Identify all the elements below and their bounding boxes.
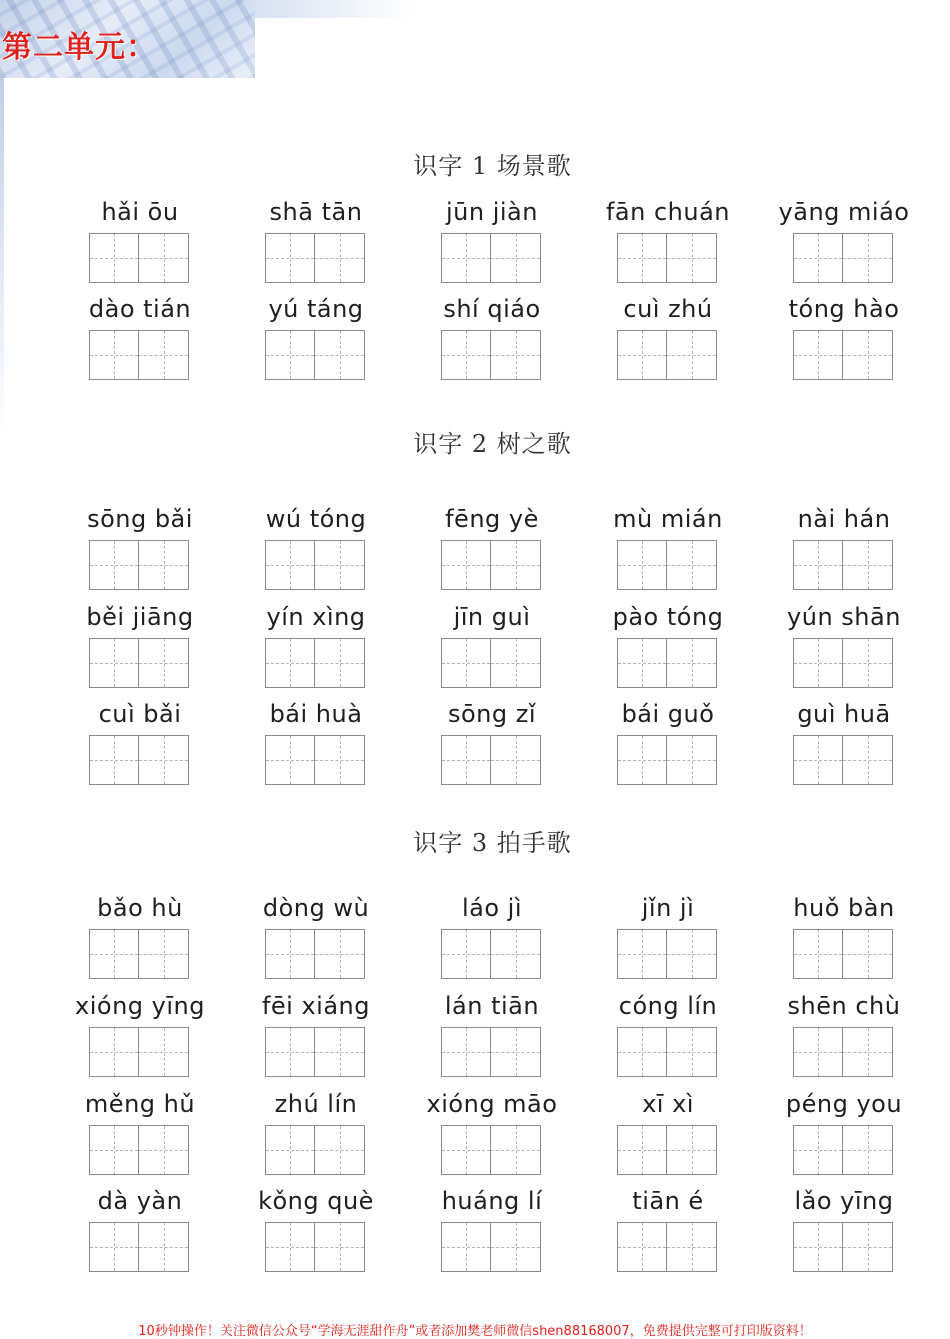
- writing-grid: [617, 735, 717, 785]
- tianzige-cell[interactable]: [667, 638, 717, 688]
- writing-grid: [793, 638, 893, 688]
- writing-grid: [617, 1125, 717, 1175]
- pinyin-label: dà yàn: [97, 1187, 183, 1215]
- tianzige-cell[interactable]: [315, 540, 365, 590]
- writing-grid: [793, 929, 893, 979]
- word-item: [580, 295, 756, 385]
- tianzige-cell[interactable]: [793, 233, 843, 283]
- writing-grid: [89, 1125, 189, 1175]
- word-item: [404, 1090, 580, 1180]
- footer-notice: 10秒钟操作！关注微信公众号“学海无涯甜作舟”或者添加樊老师微信shen88168007，免费提供完整可打印版资料！: [138, 1324, 812, 1339]
- pinyin-label: yú táng: [268, 295, 364, 323]
- tianzige-cell[interactable]: [491, 233, 541, 283]
- pinyin-label: tiān é: [632, 1187, 704, 1215]
- tianzige-cell[interactable]: [667, 540, 717, 590]
- word-item: [228, 992, 404, 1082]
- word-item: [404, 603, 580, 693]
- word-item: [228, 1090, 404, 1180]
- word-item: [52, 1187, 228, 1277]
- tianzige-cell[interactable]: [89, 233, 139, 283]
- word-row: [52, 1090, 932, 1180]
- tianzige-cell[interactable]: [265, 1027, 315, 1077]
- tianzige-cell[interactable]: [441, 1027, 491, 1077]
- word-item: [404, 894, 580, 984]
- pinyin-label: xióng māo: [426, 1090, 558, 1118]
- tianzige-cell[interactable]: [89, 1027, 139, 1077]
- writing-grid: [89, 735, 189, 785]
- writing-grid: [441, 638, 541, 688]
- tianzige-cell[interactable]: [265, 929, 315, 979]
- pinyin-label: wú tóng: [265, 505, 367, 533]
- pinyin-label: jǐn jì: [641, 894, 695, 922]
- tianzige-cell[interactable]: [139, 1222, 189, 1272]
- tianzige-cell[interactable]: [89, 929, 139, 979]
- word-item: [228, 505, 404, 595]
- tianzige-cell[interactable]: [617, 1027, 667, 1077]
- word-item: [52, 505, 228, 595]
- tianzige-cell[interactable]: [793, 540, 843, 590]
- tianzige-cell[interactable]: [793, 638, 843, 688]
- word-item: [580, 198, 756, 288]
- tianzige-cell[interactable]: [265, 233, 315, 283]
- tianzige-cell[interactable]: [441, 540, 491, 590]
- tianzige-cell[interactable]: [315, 735, 365, 785]
- writing-grid: [265, 638, 365, 688]
- tianzige-cell[interactable]: [139, 233, 189, 283]
- writing-grid: [441, 330, 541, 380]
- word-item: [404, 700, 580, 790]
- word-item: [52, 603, 228, 693]
- tianzige-cell[interactable]: [843, 1125, 893, 1175]
- pinyin-label: mù mián: [613, 505, 723, 533]
- pinyin-label: hǎi ōu: [101, 198, 179, 226]
- tianzige-cell[interactable]: [491, 330, 541, 380]
- tianzige-cell[interactable]: [617, 1222, 667, 1272]
- section-title: 识字 3 拍手歌: [413, 829, 572, 857]
- tianzige-cell[interactable]: [265, 540, 315, 590]
- pinyin-label: cóng lín: [618, 992, 718, 1020]
- tianzige-cell[interactable]: [89, 540, 139, 590]
- word-item: [580, 992, 756, 1082]
- writing-grid: [441, 929, 541, 979]
- tianzige-cell[interactable]: [793, 1222, 843, 1272]
- word-item: [756, 603, 932, 693]
- tianzige-cell[interactable]: [843, 540, 893, 590]
- tianzige-cell[interactable]: [843, 735, 893, 785]
- tianzige-cell[interactable]: [843, 1222, 893, 1272]
- pinyin-label: yín xìng: [266, 603, 366, 631]
- tianzige-cell[interactable]: [139, 1027, 189, 1077]
- tianzige-cell[interactable]: [139, 1125, 189, 1175]
- word-item: [228, 1187, 404, 1277]
- writing-grid: [89, 929, 189, 979]
- writing-grid: [617, 233, 717, 283]
- tianzige-cell[interactable]: [315, 929, 365, 979]
- writing-grid: [617, 929, 717, 979]
- pinyin-label: bái guǒ: [621, 700, 715, 728]
- word-row: [52, 700, 932, 790]
- word-item: [580, 1090, 756, 1180]
- tianzige-cell[interactable]: [793, 735, 843, 785]
- writing-grid: [89, 638, 189, 688]
- writing-grid: [265, 330, 365, 380]
- writing-grid: [617, 540, 717, 590]
- word-item: [404, 1187, 580, 1277]
- tianzige-cell[interactable]: [667, 330, 717, 380]
- word-item: [580, 700, 756, 790]
- tianzige-cell[interactable]: [843, 929, 893, 979]
- tianzige-cell[interactable]: [89, 735, 139, 785]
- tianzige-cell[interactable]: [315, 1125, 365, 1175]
- pinyin-label: pào tóng: [612, 603, 724, 631]
- pinyin-label: fēng yè: [445, 505, 539, 533]
- word-item: [756, 894, 932, 984]
- pinyin-label: lán tiān: [444, 992, 540, 1020]
- writing-grid: [265, 929, 365, 979]
- writing-grid: [793, 330, 893, 380]
- tianzige-cell[interactable]: [843, 233, 893, 283]
- writing-grid: [265, 1125, 365, 1175]
- tianzige-cell[interactable]: [843, 330, 893, 380]
- writing-grid: [265, 233, 365, 283]
- pinyin-label: péng you: [785, 1090, 903, 1118]
- tianzige-cell[interactable]: [265, 638, 315, 688]
- pinyin-label: shí qiáo: [443, 295, 541, 323]
- tianzige-cell[interactable]: [491, 638, 541, 688]
- writing-grid: [793, 540, 893, 590]
- word-row: [52, 198, 932, 288]
- writing-grid: [793, 735, 893, 785]
- tianzige-cell[interactable]: [315, 233, 365, 283]
- pinyin-label: běi jiāng: [86, 603, 194, 631]
- tianzige-cell[interactable]: [265, 735, 315, 785]
- writing-grid: [441, 540, 541, 590]
- word-item: [756, 1090, 932, 1180]
- tianzige-cell[interactable]: [793, 1027, 843, 1077]
- word-item: [756, 992, 932, 1082]
- pinyin-label: fān chuán: [605, 198, 731, 226]
- pinyin-label: xī xì: [642, 1090, 694, 1118]
- word-item: [228, 603, 404, 693]
- pinyin-label: bǎo hù: [97, 894, 183, 922]
- word-item: [404, 505, 580, 595]
- pinyin-label: fēi xiáng: [261, 992, 371, 1020]
- writing-grid: [89, 1222, 189, 1272]
- word-item: [756, 700, 932, 790]
- section-title: 识字 1 场景歌: [413, 152, 572, 180]
- word-row: [52, 1187, 932, 1277]
- word-row: [52, 992, 932, 1082]
- pinyin-label: sōng zǐ: [447, 700, 537, 728]
- writing-grid: [265, 1222, 365, 1272]
- word-item: [228, 700, 404, 790]
- word-item: [228, 894, 404, 984]
- pinyin-label: guì huā: [797, 700, 891, 728]
- word-item: [52, 295, 228, 385]
- word-item: [580, 603, 756, 693]
- tianzige-cell[interactable]: [491, 1125, 541, 1175]
- pinyin-label: shēn chù: [787, 992, 901, 1020]
- pinyin-label: yāng miáo: [778, 198, 910, 226]
- tianzige-cell[interactable]: [617, 735, 667, 785]
- tianzige-cell[interactable]: [139, 330, 189, 380]
- tianzige-cell[interactable]: [617, 330, 667, 380]
- tianzige-cell[interactable]: [139, 735, 189, 785]
- writing-grid: [89, 1027, 189, 1077]
- pinyin-label: bái huà: [269, 700, 363, 728]
- word-item: [52, 992, 228, 1082]
- word-item: [52, 700, 228, 790]
- writing-grid: [441, 1125, 541, 1175]
- writing-grid: [89, 233, 189, 283]
- banner-fade: [255, 0, 415, 18]
- tianzige-cell[interactable]: [667, 929, 717, 979]
- pinyin-label: huáng lí: [441, 1187, 543, 1215]
- tianzige-cell[interactable]: [617, 929, 667, 979]
- writing-grid: [793, 233, 893, 283]
- pinyin-label: cuì zhú: [623, 295, 713, 323]
- pinyin-label: nài hán: [797, 505, 891, 533]
- word-item: [756, 198, 932, 288]
- pinyin-label: sōng bǎi: [87, 505, 193, 533]
- tianzige-cell[interactable]: [617, 638, 667, 688]
- writing-grid: [617, 638, 717, 688]
- tianzige-cell[interactable]: [89, 1222, 139, 1272]
- word-row: [52, 894, 932, 984]
- writing-grid: [89, 540, 189, 590]
- writing-grid: [265, 1027, 365, 1077]
- tianzige-cell[interactable]: [617, 233, 667, 283]
- tianzige-cell[interactable]: [139, 638, 189, 688]
- tianzige-cell[interactable]: [843, 1027, 893, 1077]
- pinyin-label: huǒ bàn: [793, 894, 895, 922]
- pinyin-label: láo jì: [461, 894, 523, 922]
- tianzige-cell[interactable]: [441, 233, 491, 283]
- tianzige-cell[interactable]: [441, 735, 491, 785]
- word-item: [228, 198, 404, 288]
- pinyin-label: xióng yīng: [75, 992, 205, 1020]
- writing-grid: [441, 1222, 541, 1272]
- word-item: [228, 295, 404, 385]
- word-item: [404, 992, 580, 1082]
- writing-grid: [441, 735, 541, 785]
- pinyin-label: jīn guì: [453, 603, 531, 631]
- tianzige-cell[interactable]: [617, 1125, 667, 1175]
- word-item: [52, 894, 228, 984]
- pinyin-label: lǎo yīng: [794, 1187, 894, 1215]
- writing-grid: [265, 735, 365, 785]
- tianzige-cell[interactable]: [667, 1125, 717, 1175]
- word-item: [404, 295, 580, 385]
- tianzige-cell[interactable]: [491, 735, 541, 785]
- pinyin-label: tóng hào: [788, 295, 900, 323]
- pinyin-label: dào tián: [88, 295, 192, 323]
- tianzige-cell[interactable]: [89, 330, 139, 380]
- writing-grid: [793, 1027, 893, 1077]
- pinyin-label: měng hǔ: [84, 1090, 196, 1118]
- tianzige-cell[interactable]: [441, 929, 491, 979]
- tianzige-cell[interactable]: [491, 929, 541, 979]
- tianzige-cell[interactable]: [491, 540, 541, 590]
- tianzige-cell[interactable]: [441, 330, 491, 380]
- word-item: [580, 1187, 756, 1277]
- word-item: [756, 1187, 932, 1277]
- tianzige-cell[interactable]: [265, 330, 315, 380]
- writing-grid: [617, 1027, 717, 1077]
- left-edge-decoration: [0, 78, 4, 438]
- tianzige-cell[interactable]: [265, 1125, 315, 1175]
- tianzige-cell[interactable]: [441, 1222, 491, 1272]
- pinyin-label: dòng wù: [262, 894, 370, 922]
- tianzige-cell[interactable]: [667, 735, 717, 785]
- word-item: [580, 505, 756, 595]
- writing-grid: [793, 1222, 893, 1272]
- tianzige-cell[interactable]: [139, 929, 189, 979]
- tianzige-cell[interactable]: [89, 638, 139, 688]
- writing-grid: [265, 540, 365, 590]
- pinyin-label: shā tān: [269, 198, 363, 226]
- writing-grid: [793, 1125, 893, 1175]
- tianzige-cell[interactable]: [315, 1222, 365, 1272]
- tianzige-cell[interactable]: [617, 540, 667, 590]
- tianzige-cell[interactable]: [843, 638, 893, 688]
- word-item: [404, 198, 580, 288]
- writing-grid: [441, 1027, 541, 1077]
- section-title: 识字 2 树之歌: [413, 430, 572, 458]
- word-item: [52, 198, 228, 288]
- tianzige-cell[interactable]: [441, 638, 491, 688]
- tianzige-cell[interactable]: [793, 1125, 843, 1175]
- unit-title: 第二单元：: [2, 30, 157, 65]
- word-item: [580, 894, 756, 984]
- pinyin-label: yún shān: [787, 603, 901, 631]
- pinyin-label: kǒng què: [258, 1187, 374, 1215]
- word-row: [52, 603, 932, 693]
- tianzige-cell[interactable]: [315, 1027, 365, 1077]
- word-row: [52, 295, 932, 385]
- tianzige-cell[interactable]: [491, 1027, 541, 1077]
- word-item: [756, 505, 932, 595]
- tianzige-cell[interactable]: [667, 1027, 717, 1077]
- writing-grid: [441, 233, 541, 283]
- tianzige-cell[interactable]: [315, 638, 365, 688]
- tianzige-cell[interactable]: [89, 1125, 139, 1175]
- writing-grid: [89, 330, 189, 380]
- pinyin-label: zhú lín: [274, 1090, 358, 1118]
- tianzige-cell[interactable]: [667, 233, 717, 283]
- tianzige-cell[interactable]: [793, 330, 843, 380]
- word-item: [52, 1090, 228, 1180]
- writing-grid: [617, 330, 717, 380]
- tianzige-cell[interactable]: [139, 540, 189, 590]
- tianzige-cell[interactable]: [491, 1222, 541, 1272]
- writing-grid: [617, 1222, 717, 1272]
- word-item: [756, 295, 932, 385]
- tianzige-cell[interactable]: [793, 929, 843, 979]
- tianzige-cell[interactable]: [441, 1125, 491, 1175]
- pinyin-label: cuì bǎi: [98, 700, 182, 728]
- pinyin-label: jūn jiàn: [446, 198, 538, 226]
- tianzige-cell[interactable]: [315, 330, 365, 380]
- tianzige-cell[interactable]: [667, 1222, 717, 1272]
- tianzige-cell[interactable]: [265, 1222, 315, 1272]
- word-row: [52, 505, 932, 595]
